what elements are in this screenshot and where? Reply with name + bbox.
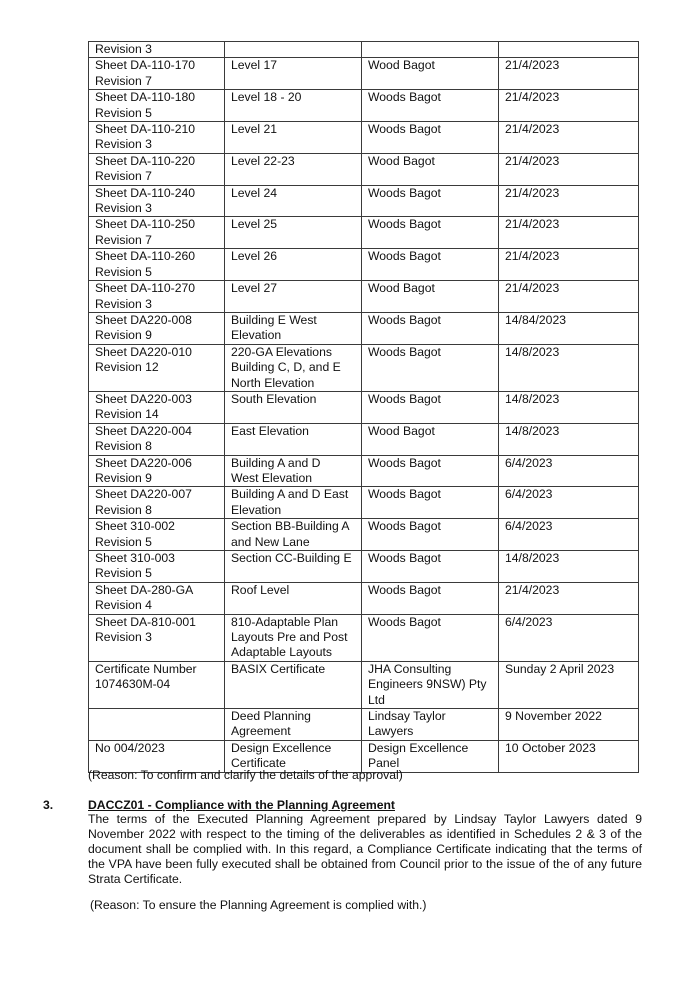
drawings-schedule-table [88,41,639,773]
table-cell: 14/8/2023 [499,551,639,583]
condition-body: The terms of the Executed Planning Agreement prepared by Lindsay Taylor Lawyers dated 9 November 2022 with respect to the timing of the deliverables as identified in Schedules 2 & 3 of the document shall be complied with. In this regard, a Compliance Certificate indicating that the terms of the VPA have been fully executed shall be obtained from Council prior to the issue of the of any future Strata Certificate. [88,812,642,886]
table-cell: 21/4/2023 [499,122,639,154]
table-cell: Sheet DA-110-210 Revision 3 [89,122,225,154]
table-cell: Sheet DA-110-250 Revision 7 [89,217,225,249]
table-cell: 21/4/2023 [499,582,639,614]
table-cell: Wood Bagot [362,423,499,455]
table-cell: Sheet DA-110-220 Revision 7 [89,153,225,185]
table-cell: 21/4/2023 [499,281,639,313]
table-cell: Sheet DA-110-180 Revision 5 [89,90,225,122]
table-cell: 21/4/2023 [499,90,639,122]
table-cell: 6/4/2023 [499,487,639,519]
table-cell: Sheet DA-810-001 Revision 3 [89,614,225,661]
table-cell: Section BB-Building A and New Lane [225,519,362,551]
table-cell: Woods Bagot [362,455,499,487]
table-cell: Sunday 2 April 2023 [499,661,639,708]
table-row [89,423,639,455]
table-cell: Level 25 [225,217,362,249]
table-cell: Level 24 [225,185,362,217]
table-row [89,281,639,313]
table-row [89,614,639,661]
table-cell: Sheet DA220-007 Revision 8 [89,487,225,519]
table-cell: Woods Bagot [362,249,499,281]
table-row [89,312,639,344]
table-cell: Woods Bagot [362,551,499,583]
table-cell [89,709,225,741]
table-row [89,185,639,217]
table-cell: Certificate Number 1074630M-04 [89,661,225,708]
table-row [89,391,639,423]
table-row [89,217,639,249]
table-cell: Woods Bagot [362,185,499,217]
table-row [89,249,639,281]
table-row [89,551,639,583]
table-cell: Woods Bagot [362,344,499,391]
table-body [89,42,639,773]
table-cell: Design Excellence Panel [362,740,499,772]
table-row [89,582,639,614]
table-cell [499,42,639,58]
table-cell: Building A and D East Elevation [225,487,362,519]
table-cell: Level 21 [225,122,362,154]
table-cell: South Elevation [225,391,362,423]
table-row [89,455,639,487]
table-row [89,661,639,708]
table-cell: Lindsay Taylor Lawyers [362,709,499,741]
table-row [89,709,639,741]
table-row [89,344,639,391]
table-cell: Sheet DA220-006 Revision 9 [89,455,225,487]
table-cell: 810-Adaptable Plan Layouts Pre and Post Adaptable Layouts [225,614,362,661]
table-cell: Sheet DA-110-270 Revision 3 [89,281,225,313]
table-cell: Sheet DA-110-260 Revision 5 [89,249,225,281]
table-cell: Level 18 - 20 [225,90,362,122]
table-cell: JHA Consulting Engineers 9NSW) Pty Ltd [362,661,499,708]
table-cell: Level 27 [225,281,362,313]
table-cell: Roof Level [225,582,362,614]
table-cell: 14/8/2023 [499,423,639,455]
table-row [89,42,639,58]
table-cell: Sheet DA-280-GA Revision 4 [89,582,225,614]
table-cell: 14/8/2023 [499,391,639,423]
table-cell: Woods Bagot [362,614,499,661]
table-cell: Section CC-Building E [225,551,362,583]
table-cell: 21/4/2023 [499,217,639,249]
table-cell: 6/4/2023 [499,519,639,551]
condition-number: 3. [43,798,54,812]
table-cell: Sheet DA-110-170 Revision 7 [89,58,225,90]
table-cell: Building A and D West Elevation [225,455,362,487]
table-cell: BASIX Certificate [225,661,362,708]
table-cell: Level 26 [225,249,362,281]
table-cell: Woods Bagot [362,519,499,551]
table-cell: Wood Bagot [362,153,499,185]
table-cell: Woods Bagot [362,391,499,423]
table-cell: 21/4/2023 [499,58,639,90]
table-cell: Level 22-23 [225,153,362,185]
table-cell: 6/4/2023 [499,614,639,661]
reason-planning-agreement-text: (Reason: To ensure the Planning Agreement is complied with.) [90,898,427,912]
table-cell: Woods Bagot [362,217,499,249]
table-cell: 10 October 2023 [499,740,639,772]
table-cell: Building E West Elevation [225,312,362,344]
table-cell: East Elevation [225,423,362,455]
table-cell: Woods Bagot [362,90,499,122]
table-cell [225,42,362,58]
condition-title: DACCZ01 - Compliance with the Planning Agreement [88,798,395,812]
table-cell: Wood Bagot [362,58,499,90]
table-row [89,153,639,185]
table-row [89,519,639,551]
table-cell: Sheet DA-110-240 Revision 3 [89,185,225,217]
table-cell: 6/4/2023 [499,455,639,487]
table-row [89,90,639,122]
table-cell: 14/8/2023 [499,344,639,391]
table-cell: 14/84/2023 [499,312,639,344]
table-row [89,58,639,90]
table-cell: Woods Bagot [362,312,499,344]
table-cell: Wood Bagot [362,281,499,313]
table-cell: Level 17 [225,58,362,90]
table-cell: No 004/2023 [89,740,225,772]
table-cell: Sheet DA220-003 Revision 14 [89,391,225,423]
table-cell: 21/4/2023 [499,185,639,217]
table-cell: 21/4/2023 [499,249,639,281]
table-row [89,487,639,519]
table-cell: Sheet DA220-008 Revision 9 [89,312,225,344]
reason-confirm-text: (Reason: To confirm and clarify the details of the approval) [88,768,403,782]
table-cell: Revision 3 [89,42,225,58]
table-cell: Woods Bagot [362,582,499,614]
table-cell: Woods Bagot [362,487,499,519]
table-cell: 9 November 2022 [499,709,639,741]
table-cell [362,42,499,58]
table-cell: 21/4/2023 [499,153,639,185]
table-cell: Sheet 310-003 Revision 5 [89,551,225,583]
table-cell: Woods Bagot [362,122,499,154]
table-cell: 220-GA Elevations Building C, D, and E North Elevation [225,344,362,391]
table-cell: Deed Planning Agreement [225,709,362,741]
table-row [89,122,639,154]
table-cell: Design Excellence Certificate [225,740,362,772]
table-cell: Sheet DA220-010 Revision 12 [89,344,225,391]
table-cell: Sheet DA220-004 Revision 8 [89,423,225,455]
table-cell: Sheet 310-002 Revision 5 [89,519,225,551]
